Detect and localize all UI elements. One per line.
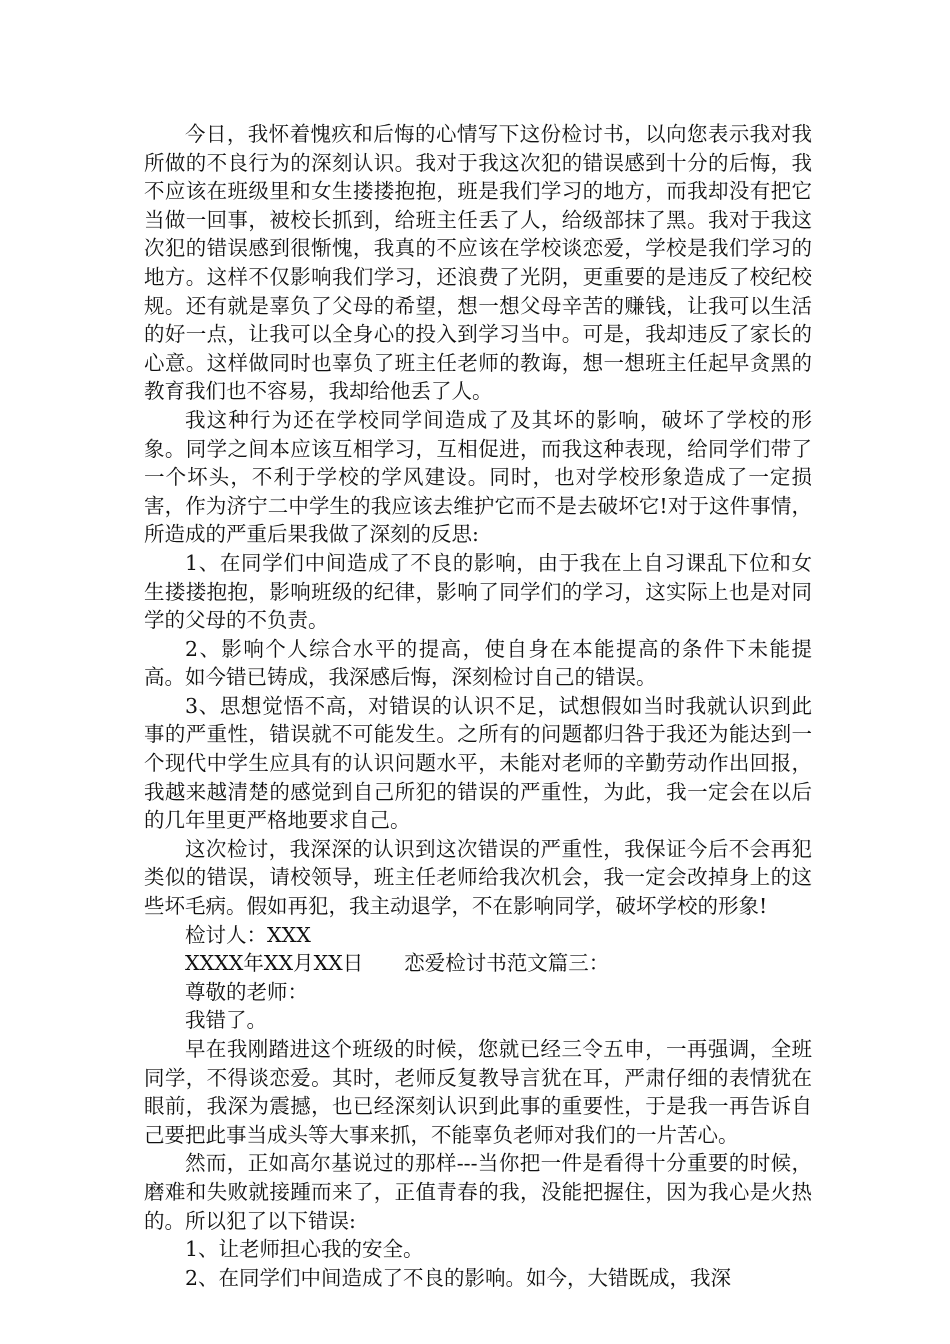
paragraph-4: 早在我刚踏进这个班级的时候，您就已经三令五申，一再强调，全班同学，不得谈恋爱。其时，老师反复教导言犹在耳，严肃仔细的表情犹在眼前，我深为震撼，也已经深刻认识到此事的重要性，于是我一再告诉自己要把此事当成头等大事来抓，不能辜负老师对我们的一片苦心。 [144,1037,812,1147]
paragraph-2: 我这种行为还在学校同学间造成了及其坏的影响，破坏了学校的形象。同学之间本应该互相学习，互相促进，而我这种表现，给同学们带了一个坏头，不利于学校的学风建设。同时，也对学校形象造成了一定损害，作为济宁二中学生的我应该去维护它而不是去破坏它!对于这件事情，所造成的严重后果我做了深刻的反思: [144,407,812,547]
list-item-2: 2、影响个人综合水平的提高，使自身在本能提高的条件下未能提高。如今错已铸成，我深感后悔，深刻检讨自己的错误。 [144,636,812,690]
signature: 检讨人：XXX [185,922,311,947]
document-page [144,120,812,1292]
paragraph-1: 今日，我怀着愧疚和后悔的心情写下这份检讨书，以向您表示我对我所做的不良行为的深刻认识。我对于我这次犯的错误感到十分的后悔，我不应该在班级里和女生搂搂抱抱，班是我们学习的地方，而我却没有把它当做一回事，被校长抓到，给班主任丢了人，给级部抹了黑。我对于我这次犯的错误感到很惭愧，我真的不应该在学校谈恋爱，学校是我们学习的地方。这样不仅影响我们学习，还浪费了光阴，更重要的是违反了校纪校规。还有就是辜负了父母的希望，想一想父母辛苦的赚钱，让我可以生活的好一点，让我可以全身心的投入到学习当中。可是，我却违反了家长的心意。这样做同时也辜负了班主任老师的教诲，想一想班主任起早贪黑的教育我们也不容易，我却给他丢了人。 [144,122,812,404]
list-item-1: 1、在同学们中间造成了不良的影响，由于我在上自习课乱下位和女生搂搂抱抱，影响班级的纪律，影响了同学们的学习，这实际上也是对同学的父母的不负责。 [144,550,812,633]
paragraph-3: 这次检讨，我深深的认识到这次错误的严重性，我保证今后不会再犯类似的错误，请校领导，班主任老师给我次机会，我一定会改掉身上的这些坏毛病。假如再犯，我主动退学，不在影响同学，破坏学校的形象! [144,836,812,919]
salutation: 尊敬的老师： [185,979,308,1004]
paragraph-5: 然而，正如高尔基说过的那样---当你把一件是看得十分重要的时候，磨难和失败就接踵而来了，正值青春的我，没能把握住，因为我心是火热的。所以犯了以下错误: [144,1151,812,1233]
date-and-heading: XXXX年XX月XX日 恋爱检讨书范文篇三： [185,951,610,976]
list-item-5: 2、在同学们中间造成了不良的影响。如今，大错既成，我深 [185,1265,732,1290]
list-item-3: 3、思想觉悟不高，对错误的认识不足，试想假如当时我就认识到此事的严重性，错误就不可能发生。之所有的问题都归咎于我还为能达到一个现代中学生应具有的认识问题水平，未能对老师的辛勤劳动作出回报，我越来越清楚的感觉到自己所犯的错误的严重性，为此，我一定会在以后的几年里更严格地要求自己。 [144,693,812,833]
list-item-4: 1、让老师担心我的安全。 [185,1237,424,1262]
opening-line: 我错了。 [185,1008,267,1033]
